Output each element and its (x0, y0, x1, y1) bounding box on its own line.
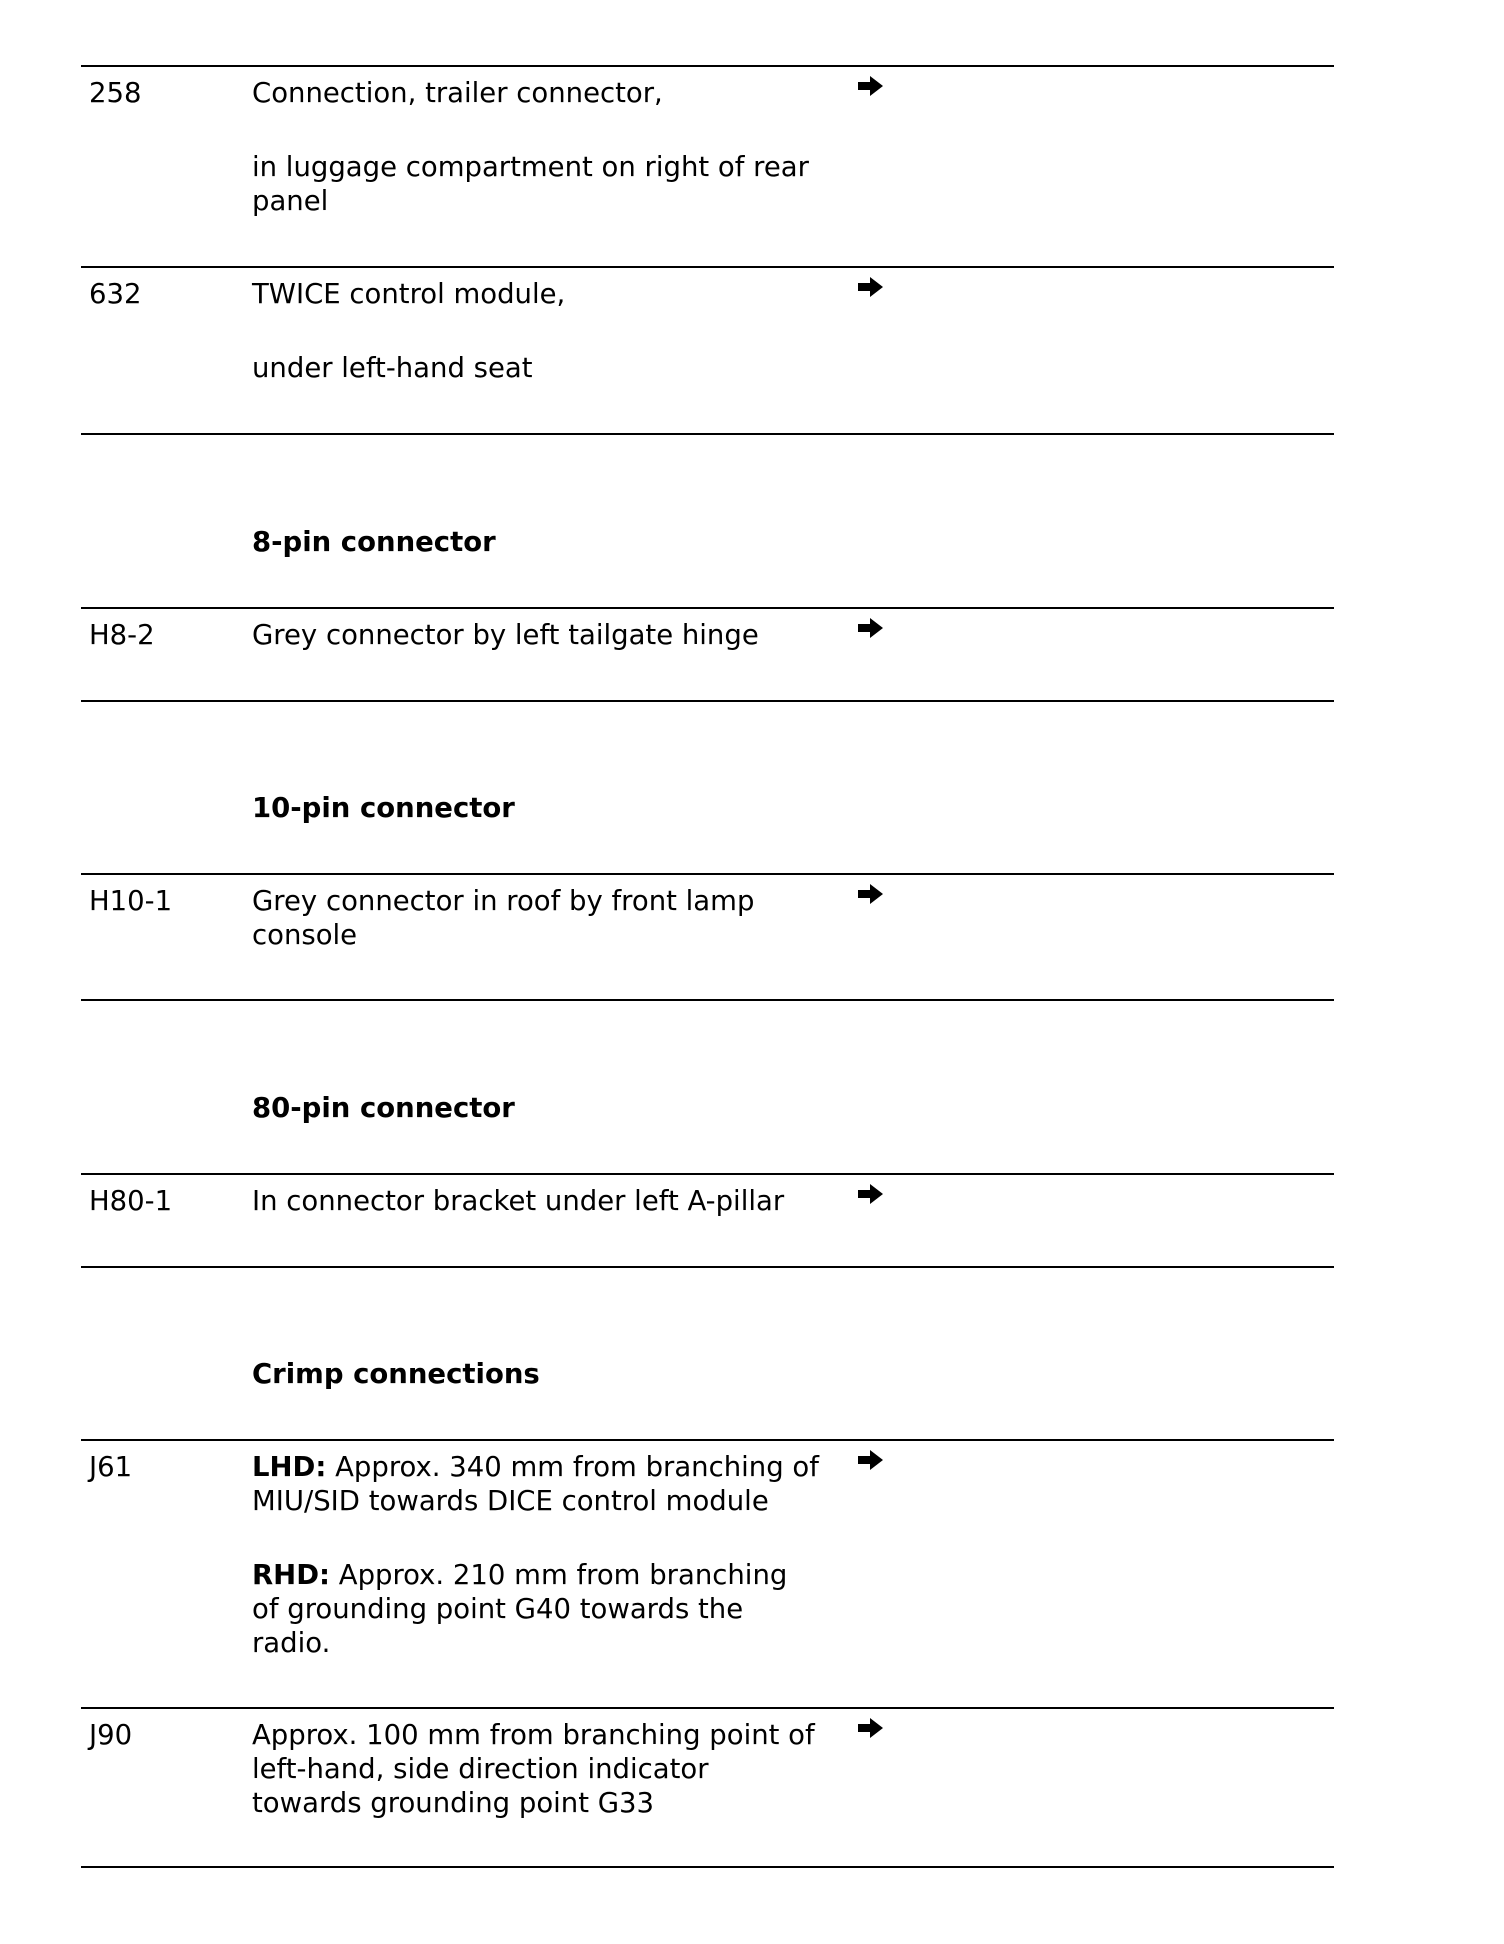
section-heading: 10-pin connector (252, 792, 515, 824)
right-arrow-icon[interactable] (856, 616, 886, 640)
row-code: 632 (89, 278, 142, 310)
table-divider (81, 266, 1334, 268)
rhd-label: RHD: (252, 1559, 331, 1591)
right-arrow-icon[interactable] (856, 1182, 886, 1206)
row-description: In connector bracket under left A-pillar (252, 1185, 785, 1217)
row-code: 258 (89, 77, 142, 109)
table-divider (81, 65, 1334, 67)
section-heading: 80-pin connector (252, 1092, 515, 1124)
table-divider (81, 1866, 1334, 1868)
table-divider (81, 607, 1334, 609)
row-description: Approx. 100 mm from branching point of (252, 1719, 815, 1751)
right-arrow-icon[interactable] (856, 275, 886, 299)
table-divider (81, 1707, 1334, 1709)
row-description: of grounding point G40 towards the (252, 1593, 744, 1625)
section-heading: 8-pin connector (252, 526, 496, 558)
row-description: TWICE control module, (252, 278, 566, 310)
row-description: console (252, 919, 358, 951)
table-divider (81, 700, 1334, 702)
row-description: panel (252, 185, 329, 217)
row-code: H80-1 (89, 1185, 173, 1217)
right-arrow-icon[interactable] (856, 1716, 886, 1740)
row-description: RHD: Approx. 210 mm from branching (252, 1559, 788, 1591)
right-arrow-icon[interactable] (856, 1448, 886, 1472)
row-description: MIU/SID towards DICE control module (252, 1485, 769, 1517)
row-description: left-hand, side direction indicator (252, 1753, 709, 1785)
table-divider (81, 1266, 1334, 1268)
row-code: J90 (89, 1719, 133, 1751)
row-code: H8-2 (89, 619, 155, 651)
row-description: Connection, trailer connector, (252, 77, 663, 109)
right-arrow-icon[interactable] (856, 74, 886, 98)
lhd-label: LHD: (252, 1451, 327, 1483)
table-divider (81, 1439, 1334, 1441)
row-description: in luggage compartment on right of rear (252, 151, 809, 183)
table-divider (81, 999, 1334, 1001)
row-description: Grey connector in roof by front lamp (252, 885, 755, 917)
right-arrow-icon[interactable] (856, 882, 886, 906)
table-divider (81, 1173, 1334, 1175)
row-description: towards grounding point G33 (252, 1787, 655, 1819)
row-code: J61 (89, 1451, 133, 1483)
row-description: under left-hand seat (252, 352, 533, 384)
row-description: LHD: Approx. 340 mm from branching of (252, 1451, 819, 1483)
row-code: H10-1 (89, 885, 173, 917)
row-description: radio. (252, 1627, 331, 1659)
table-divider (81, 433, 1334, 435)
row-description: Grey connector by left tailgate hinge (252, 619, 759, 651)
section-heading: Crimp connections (252, 1358, 540, 1390)
table-divider (81, 873, 1334, 875)
